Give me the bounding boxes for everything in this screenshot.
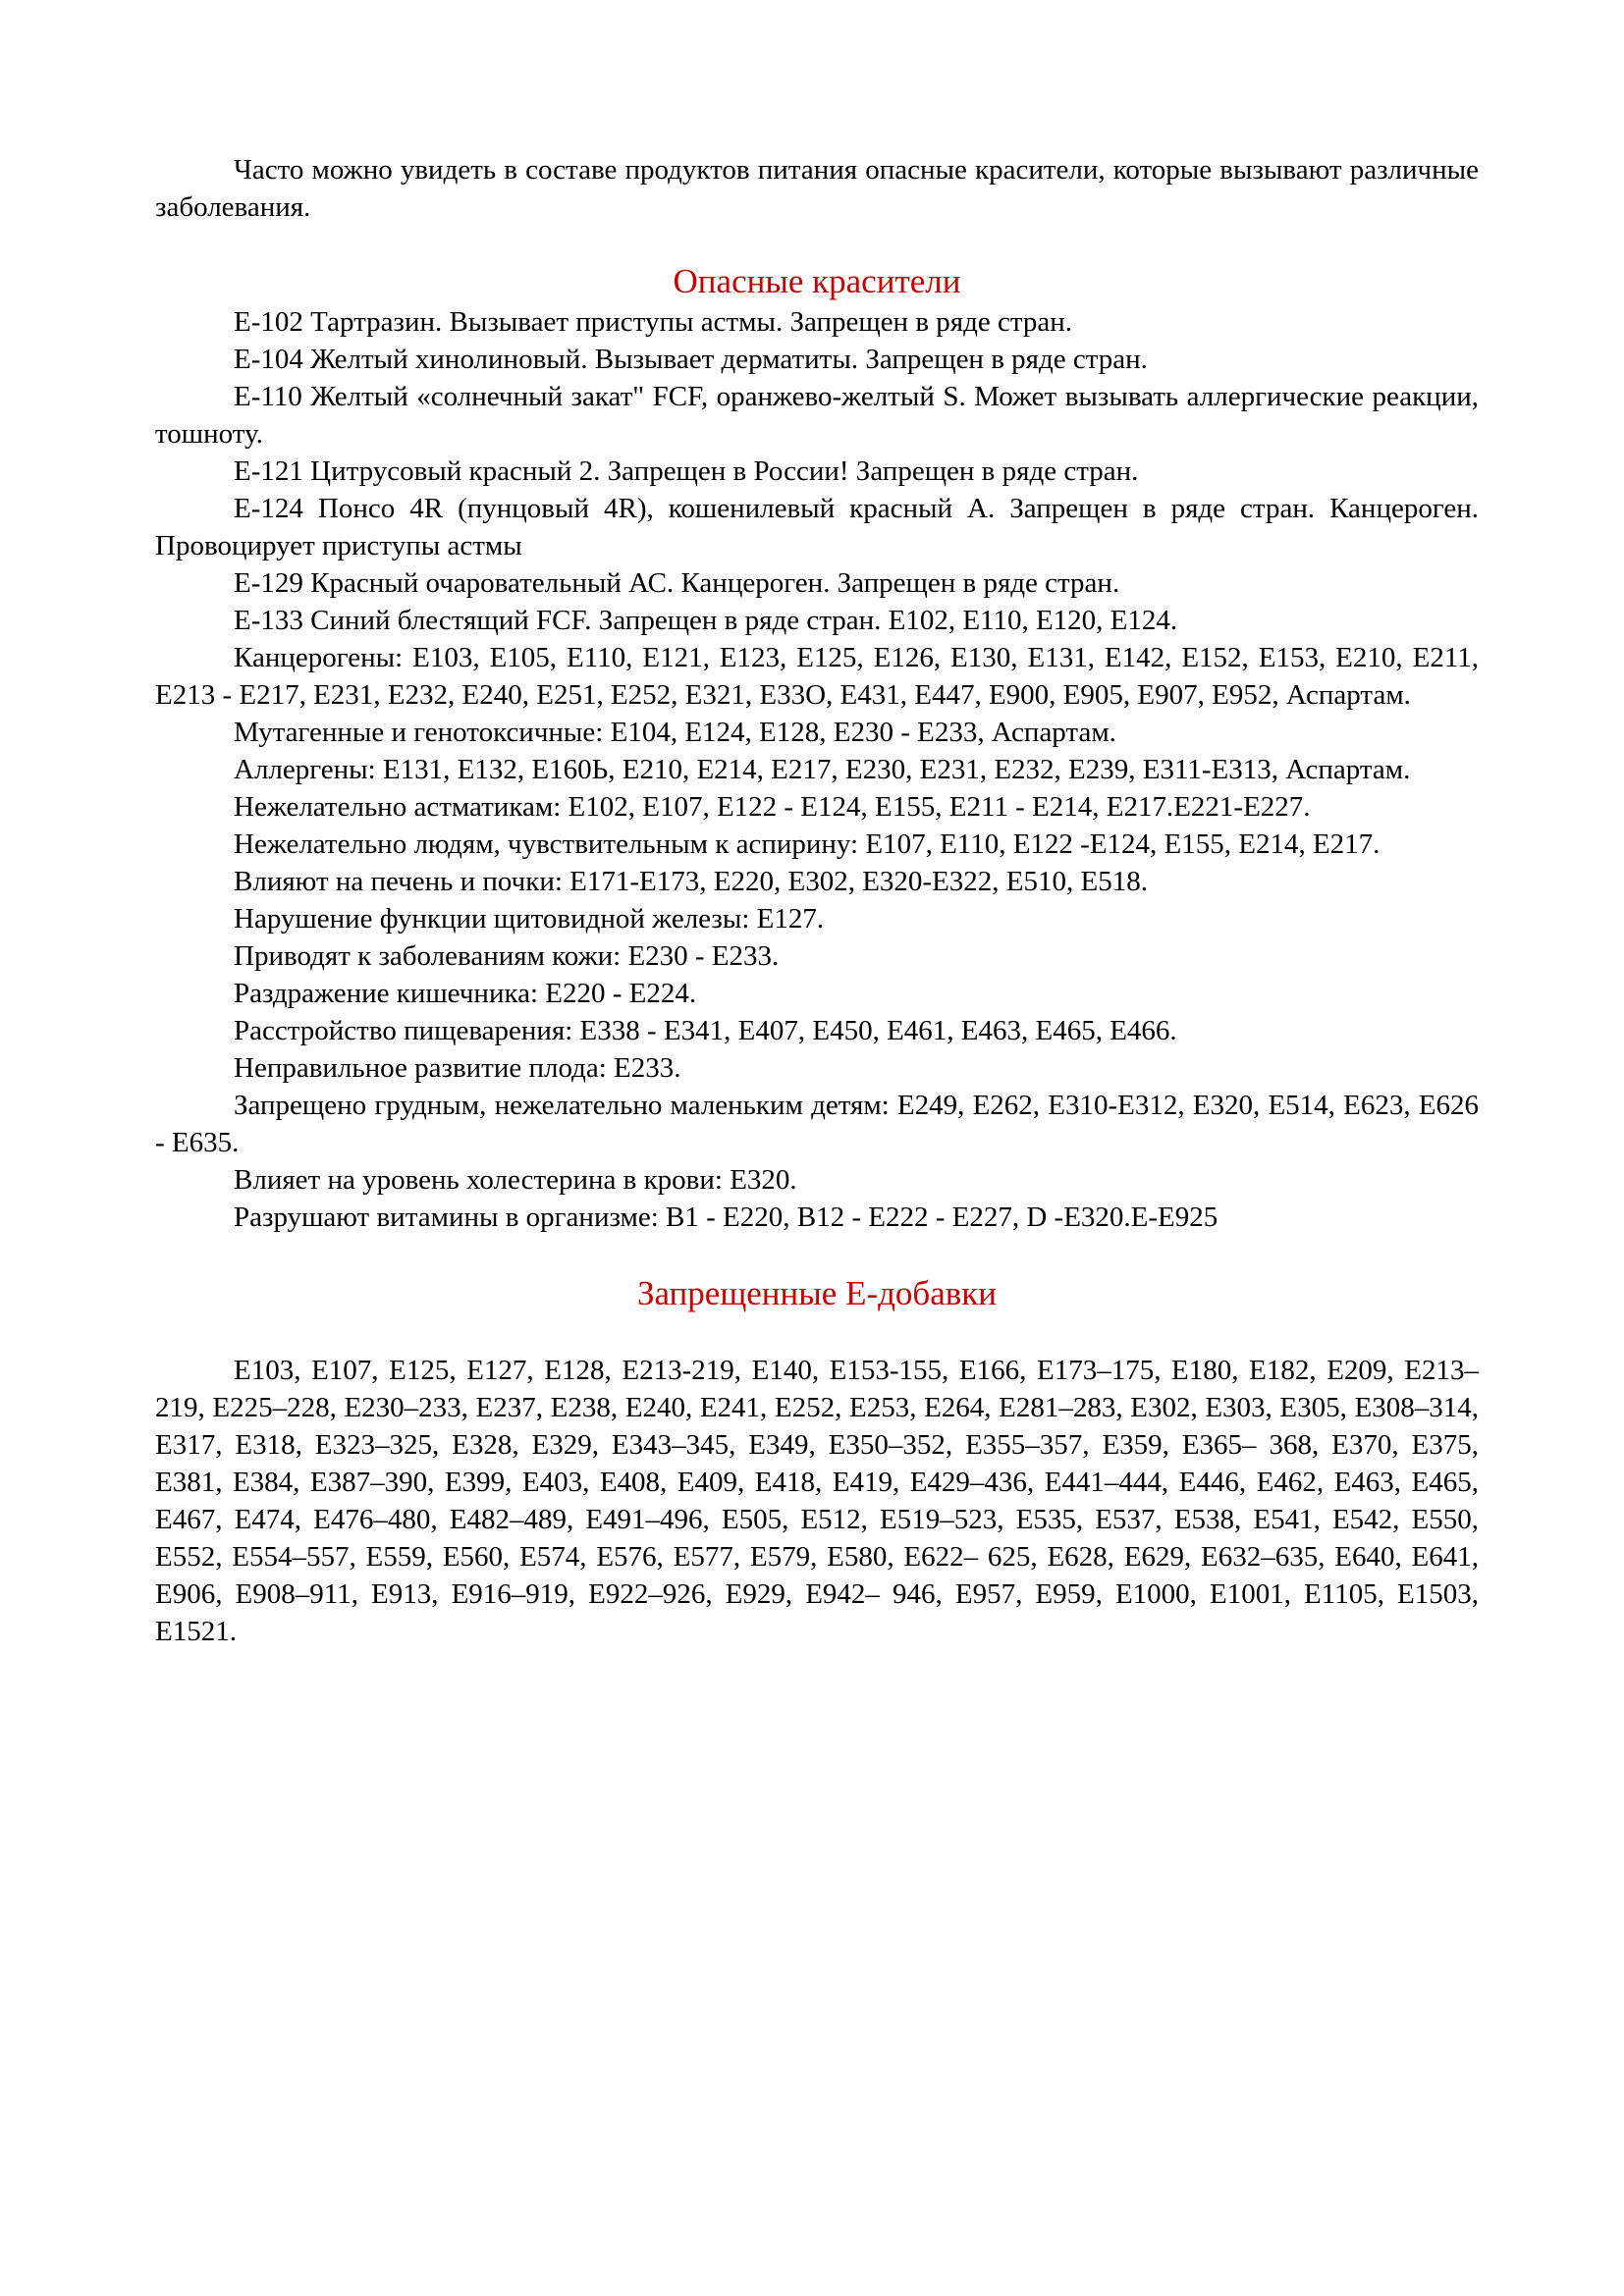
list-item: Е-104 Желтый хинолиновый. Вызывает дерматиты. Запрещен в ряде стран. [234,344,1148,375]
list-item: Е-124 Понсо 4R (пунцовый 4R), кошенилевый красный А. Запрещен в ряде стран. Канцероген. Провоцирует приступы астмы [155,493,1479,561]
intro-paragraph: Часто можно увидеть в составе продуктов питания опасные красители, которые вызывают различные заболевания. [155,154,1479,223]
document-page [155,151,1479,1650]
list-item: Влияют на печень и почки: Е171-Е173, Е220, Е302, Е320-Е322, Е510, Е518. [234,866,1148,897]
list-item: Е-110 Желтый «солнечный закат" FCF, оранжево-желтый S. Может вызывать аллергические реакции, тошноту. [155,381,1479,450]
list-item: Мутагенные и генотоксичные: Е104, Е124, Е128, Е230 - Е233, Аспартам. [234,717,1116,748]
list-item: Е-133 Синий блестящий FCF. Запрещен в ряде стран. Е102, Е110, Е120, Е124. [234,605,1178,636]
list-item: Разрушают витамины в организме: В1 - Е220, В12 - Е222 - Е227, D -Е320.Е-Е925 [234,1201,1218,1233]
list-item: Нежелательно людям, чувствительным к аспирину: Е107, Е110, Е122 -Е124, Е155, Е214, Е217. [234,828,1380,860]
list-item: Влияет на уровень холестерина в крови: Е320. [234,1164,797,1196]
section-title-dangerous-dyes: Опасные красители [673,262,961,300]
list-item: Раздражение кишечника: Е220 - Е224. [234,978,697,1009]
list-item: Запрещено грудным, нежелательно маленьким детям: Е249, Е262, Е310-Е312, Е320, Е514, Е623, Е626 - Е635. [155,1090,1479,1158]
section-title-banned-additives: Запрещенные Е-добавки [636,1274,998,1312]
list-item: Неправильное развитие плода: Е233. [234,1052,681,1084]
list-item: Е-121 Цитрусовый красный 2. Запрещен в России! Запрещен в ряде стран. [234,455,1139,487]
list-item: Канцерогены: Е103, Е105, Е110, Е121, Е123, Е125, Е126, Е130, Е131, Е142, Е152, Е153, Е210, Е211, Е213 - Е217, Е231, Е232, Е240, Е251, Е252, Е321, Е33О, Е431, Е447, Е900, Е905, Е907, Е952, Аспартам. [155,642,1479,711]
dangerous-dyes-list [155,303,1479,1236]
list-item: Е-129 Красный очаровательный АС. Канцероген. Запрещен в ряде стран. [234,567,1120,599]
list-item: Нежелательно астматикам: Е102, Е107, Е122 - Е124, Е155, Е211 - Е214, Е217.Е221-Е227. [234,791,1311,823]
list-item: Е-102 Тартразин. Вызывает приступы астмы. Запрещен в ряде стран. [234,306,1073,338]
list-item: Аллергены: Е131, Е132, Е160Ь, Е210, Е214, Е217, Е230, Е231, Е232, Е239, Е311-Е313, Аспартам. [234,754,1411,785]
list-item: Расстройство пищеварения: Е338 - Е341, Е407, Е450, Е461, Е463, Е465, Е466. [234,1015,1177,1046]
list-item: Приводят к заболеваниям кожи: Е230 - Е233. [234,940,780,972]
list-item: Нарушение функции щитовидной железы: Е127. [234,903,825,934]
banned-additives-paragraph: Е103, Е107, Е125, Е127, Е128, Е213-219, Е140, Е153-155, Е166, Е173–175, Е180, Е182, Е209, Е213– 219, Е225–228, Е230–233, Е237, Е238, Е240, Е241, Е252, Е253, Е264, Е281–283, Е302, Е303, Е305, Е308–314, Е317, Е318, Е323–325, Е328, Е329, Е343–345, Е349, Е350–352, Е355–357, Е359, Е365– 368, Е370, Е375, Е381, Е384, Е387–390, Е399, Е403, Е408, Е409, Е418, Е419, Е429–436, Е441–444, Е446, Е462, Е463, Е465, Е467, Е474, Е476–480, Е482–489, Е491–496, Е505, Е512, Е519–523, Е535, Е537, Е538, Е541, Е542, Е550, Е552, Е554–557, Е559, Е560, Е574, Е576, Е577, Е579, Е580, Е622– 625, Е628, Е629, Е632–635, Е640, Е641, Е906, Е908–911, Е913, Е916–919, Е922–926, Е929, Е942– 946, Е957, Е959, Е1000, Е1001, Е1105, Е1503, Е1521. [155,1355,1479,1647]
